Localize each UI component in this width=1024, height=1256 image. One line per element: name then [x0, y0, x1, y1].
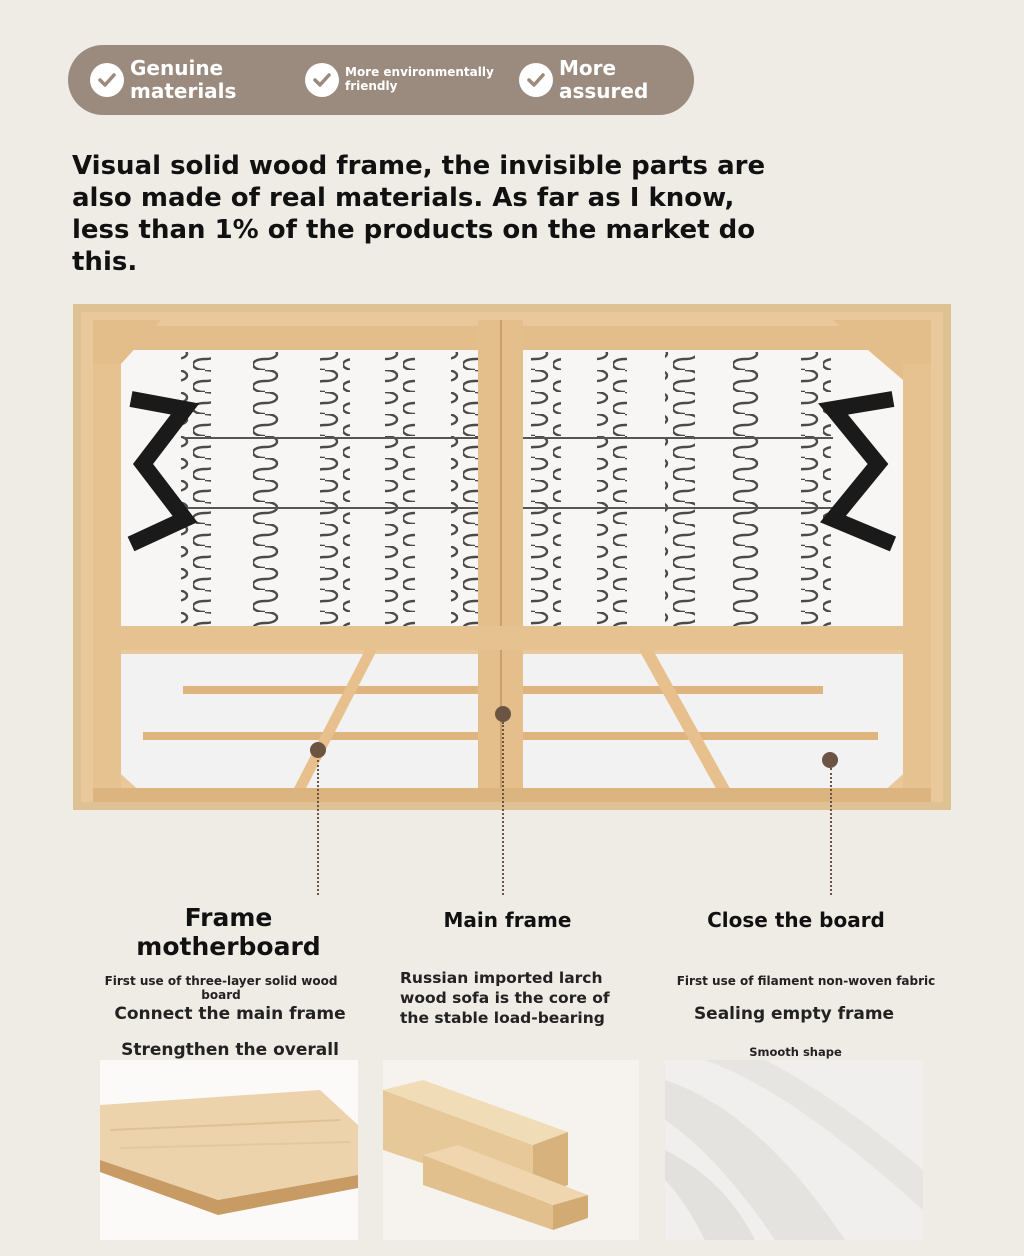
check-icon: [90, 63, 124, 97]
callout-line-frame-motherboard: [317, 760, 319, 895]
frame-motherboard-desc-2: Connect the main frame: [114, 1004, 346, 1024]
frame-motherboard-title: Frame motherboard: [136, 903, 321, 961]
badge-environmentally-friendly: [305, 45, 505, 115]
check-icon: [519, 63, 553, 97]
badge-more-assured: [519, 45, 659, 115]
badge-label: More environmentally friendly: [345, 65, 494, 93]
badge-genuine-materials: [90, 45, 260, 115]
callout-line-main-frame: [502, 722, 504, 895]
main-frame-desc: Russian imported larch wood sofa is the core of the stable load-bearing: [400, 969, 610, 1027]
close-board-title: Close the board: [707, 908, 885, 932]
badge-label: More assured: [559, 56, 649, 103]
feature-badge-bar: [68, 45, 694, 115]
larch-wood-beams-image: [383, 1060, 639, 1240]
solid-wood-board-image: [100, 1060, 358, 1240]
badge-label: Genuine materials: [130, 56, 237, 103]
callout-line-close-board: [830, 768, 832, 895]
close-board-desc-2: Sealing empty frame: [693, 1004, 895, 1024]
main-frame-title: Main frame: [443, 908, 572, 932]
non-woven-fabric-image: [665, 1060, 923, 1240]
sofa-frame-image: [73, 304, 951, 810]
close-board-desc-3: Smooth shape: [749, 1045, 842, 1059]
frame-motherboard-desc-1: First use of three-layer solid wood board: [104, 974, 338, 1002]
headline: Visual solid wood frame, the invisible parts are also made of real materials. As far as I know, less than 1% of the products on the market do this.: [72, 151, 766, 277]
check-icon: [305, 63, 339, 97]
frame-motherboard-desc-3: Strengthen the overall: [121, 1040, 339, 1060]
close-board-desc-1: First use of filament non-woven fabric: [676, 974, 936, 988]
